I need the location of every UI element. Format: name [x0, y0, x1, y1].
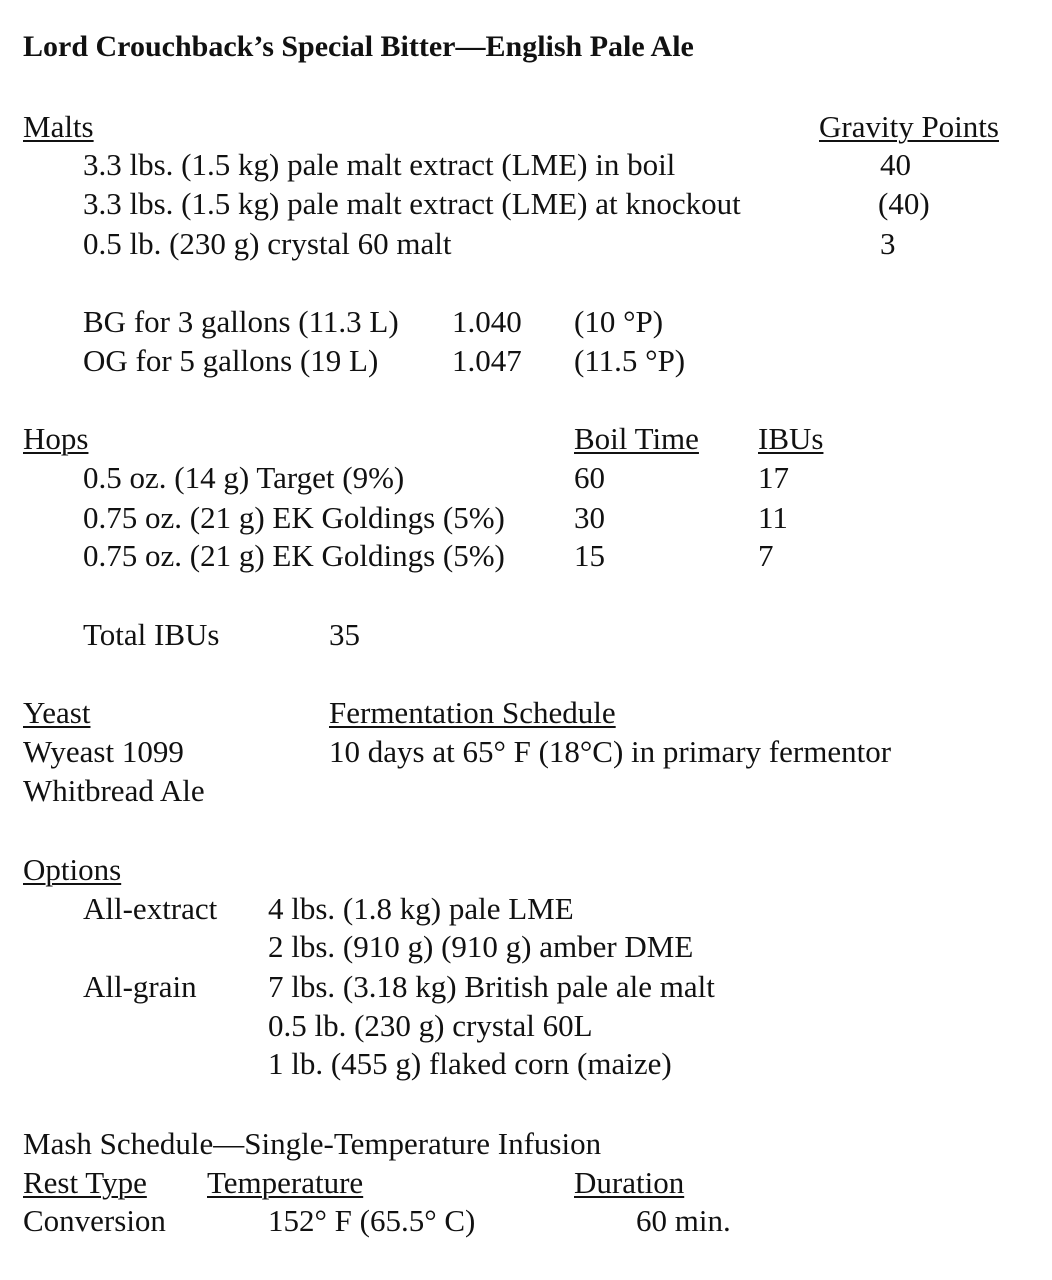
malt-gravity-points: (40) — [878, 186, 930, 221]
all-extract-label: All-extract — [83, 891, 218, 926]
duration-header: Duration — [574, 1165, 685, 1200]
hop-ibus: 17 — [758, 460, 789, 495]
hop-boil-time: 15 — [574, 538, 605, 573]
hop-boil-time: 30 — [574, 500, 605, 535]
mash-duration: 60 min. — [636, 1203, 731, 1238]
option-ingredient: 7 lbs. (3.18 kg) British pale ale malt — [268, 969, 715, 1004]
option-ingredient: 1 lb. (455 g) flaked corn (maize) — [268, 1046, 672, 1081]
total-ibus-label: Total IBUs — [83, 617, 220, 652]
fermentation-schedule: 10 days at 65° F (18°C) in primary fermentor — [329, 734, 892, 769]
options-header: Options — [23, 852, 122, 887]
option-ingredient: 4 lbs. (1.8 kg) pale LME — [268, 891, 574, 926]
hops-header: Hops — [23, 421, 89, 456]
gravity-value: 1.040 — [452, 304, 522, 339]
boil-time-header: Boil Time — [574, 421, 699, 456]
rest-type-header: Rest Type — [23, 1165, 147, 1200]
malt-gravity-points: 3 — [880, 226, 896, 261]
temperature-header: Temperature — [207, 1165, 364, 1200]
gravity-value: 1.047 — [452, 343, 522, 378]
hop-ibus: 7 — [758, 538, 774, 573]
hop-item: 0.5 oz. (14 g) Target (9%) — [83, 460, 405, 495]
hop-boil-time: 60 — [574, 460, 605, 495]
mash-rest-type: Conversion — [23, 1203, 166, 1238]
fermentation-schedule-header: Fermentation Schedule — [329, 695, 616, 730]
hop-item: 0.75 oz. (21 g) EK Goldings (5%) — [83, 500, 505, 535]
malt-ingredient: 3.3 lbs. (1.5 kg) pale malt extract (LME) at knockout — [83, 186, 741, 221]
gravity-plato: (11.5 °P) — [574, 343, 686, 378]
malts-header: Malts — [23, 109, 94, 144]
recipe-title: Lord Crouchback’s Special Bitter—English Pale Ale — [23, 30, 694, 63]
all-grain-label: All-grain — [83, 969, 197, 1004]
gravity-points-header: Gravity Points — [819, 109, 999, 144]
mash-temperature: 152° F (65.5° C) — [268, 1203, 476, 1238]
gravity-plato: (10 °P) — [574, 304, 664, 339]
mash-schedule-title: Mash Schedule—Single-Temperature Infusion — [23, 1126, 602, 1161]
yeast-header: Yeast — [23, 695, 91, 730]
ibus-header: IBUs — [758, 421, 824, 456]
malt-ingredient: 3.3 lbs. (1.5 kg) pale malt extract (LME) in boil — [83, 147, 676, 182]
yeast-strain-name: Whitbread Ale — [23, 773, 205, 808]
option-ingredient: 2 lbs. (910 g) (910 g) amber DME — [268, 929, 694, 964]
hop-ibus: 11 — [758, 500, 788, 535]
yeast-strain: Wyeast 1099 — [23, 734, 184, 769]
total-ibus-value: 35 — [329, 617, 360, 652]
gravity-label: BG for 3 gallons (11.3 L) — [83, 304, 399, 339]
malt-gravity-points: 40 — [880, 147, 911, 182]
hop-item: 0.75 oz. (21 g) EK Goldings (5%) — [83, 538, 505, 573]
option-ingredient: 0.5 lb. (230 g) crystal 60L — [268, 1008, 593, 1043]
gravity-label: OG for 5 gallons (19 L) — [83, 343, 379, 378]
malt-ingredient: 0.5 lb. (230 g) crystal 60 malt — [83, 226, 452, 261]
